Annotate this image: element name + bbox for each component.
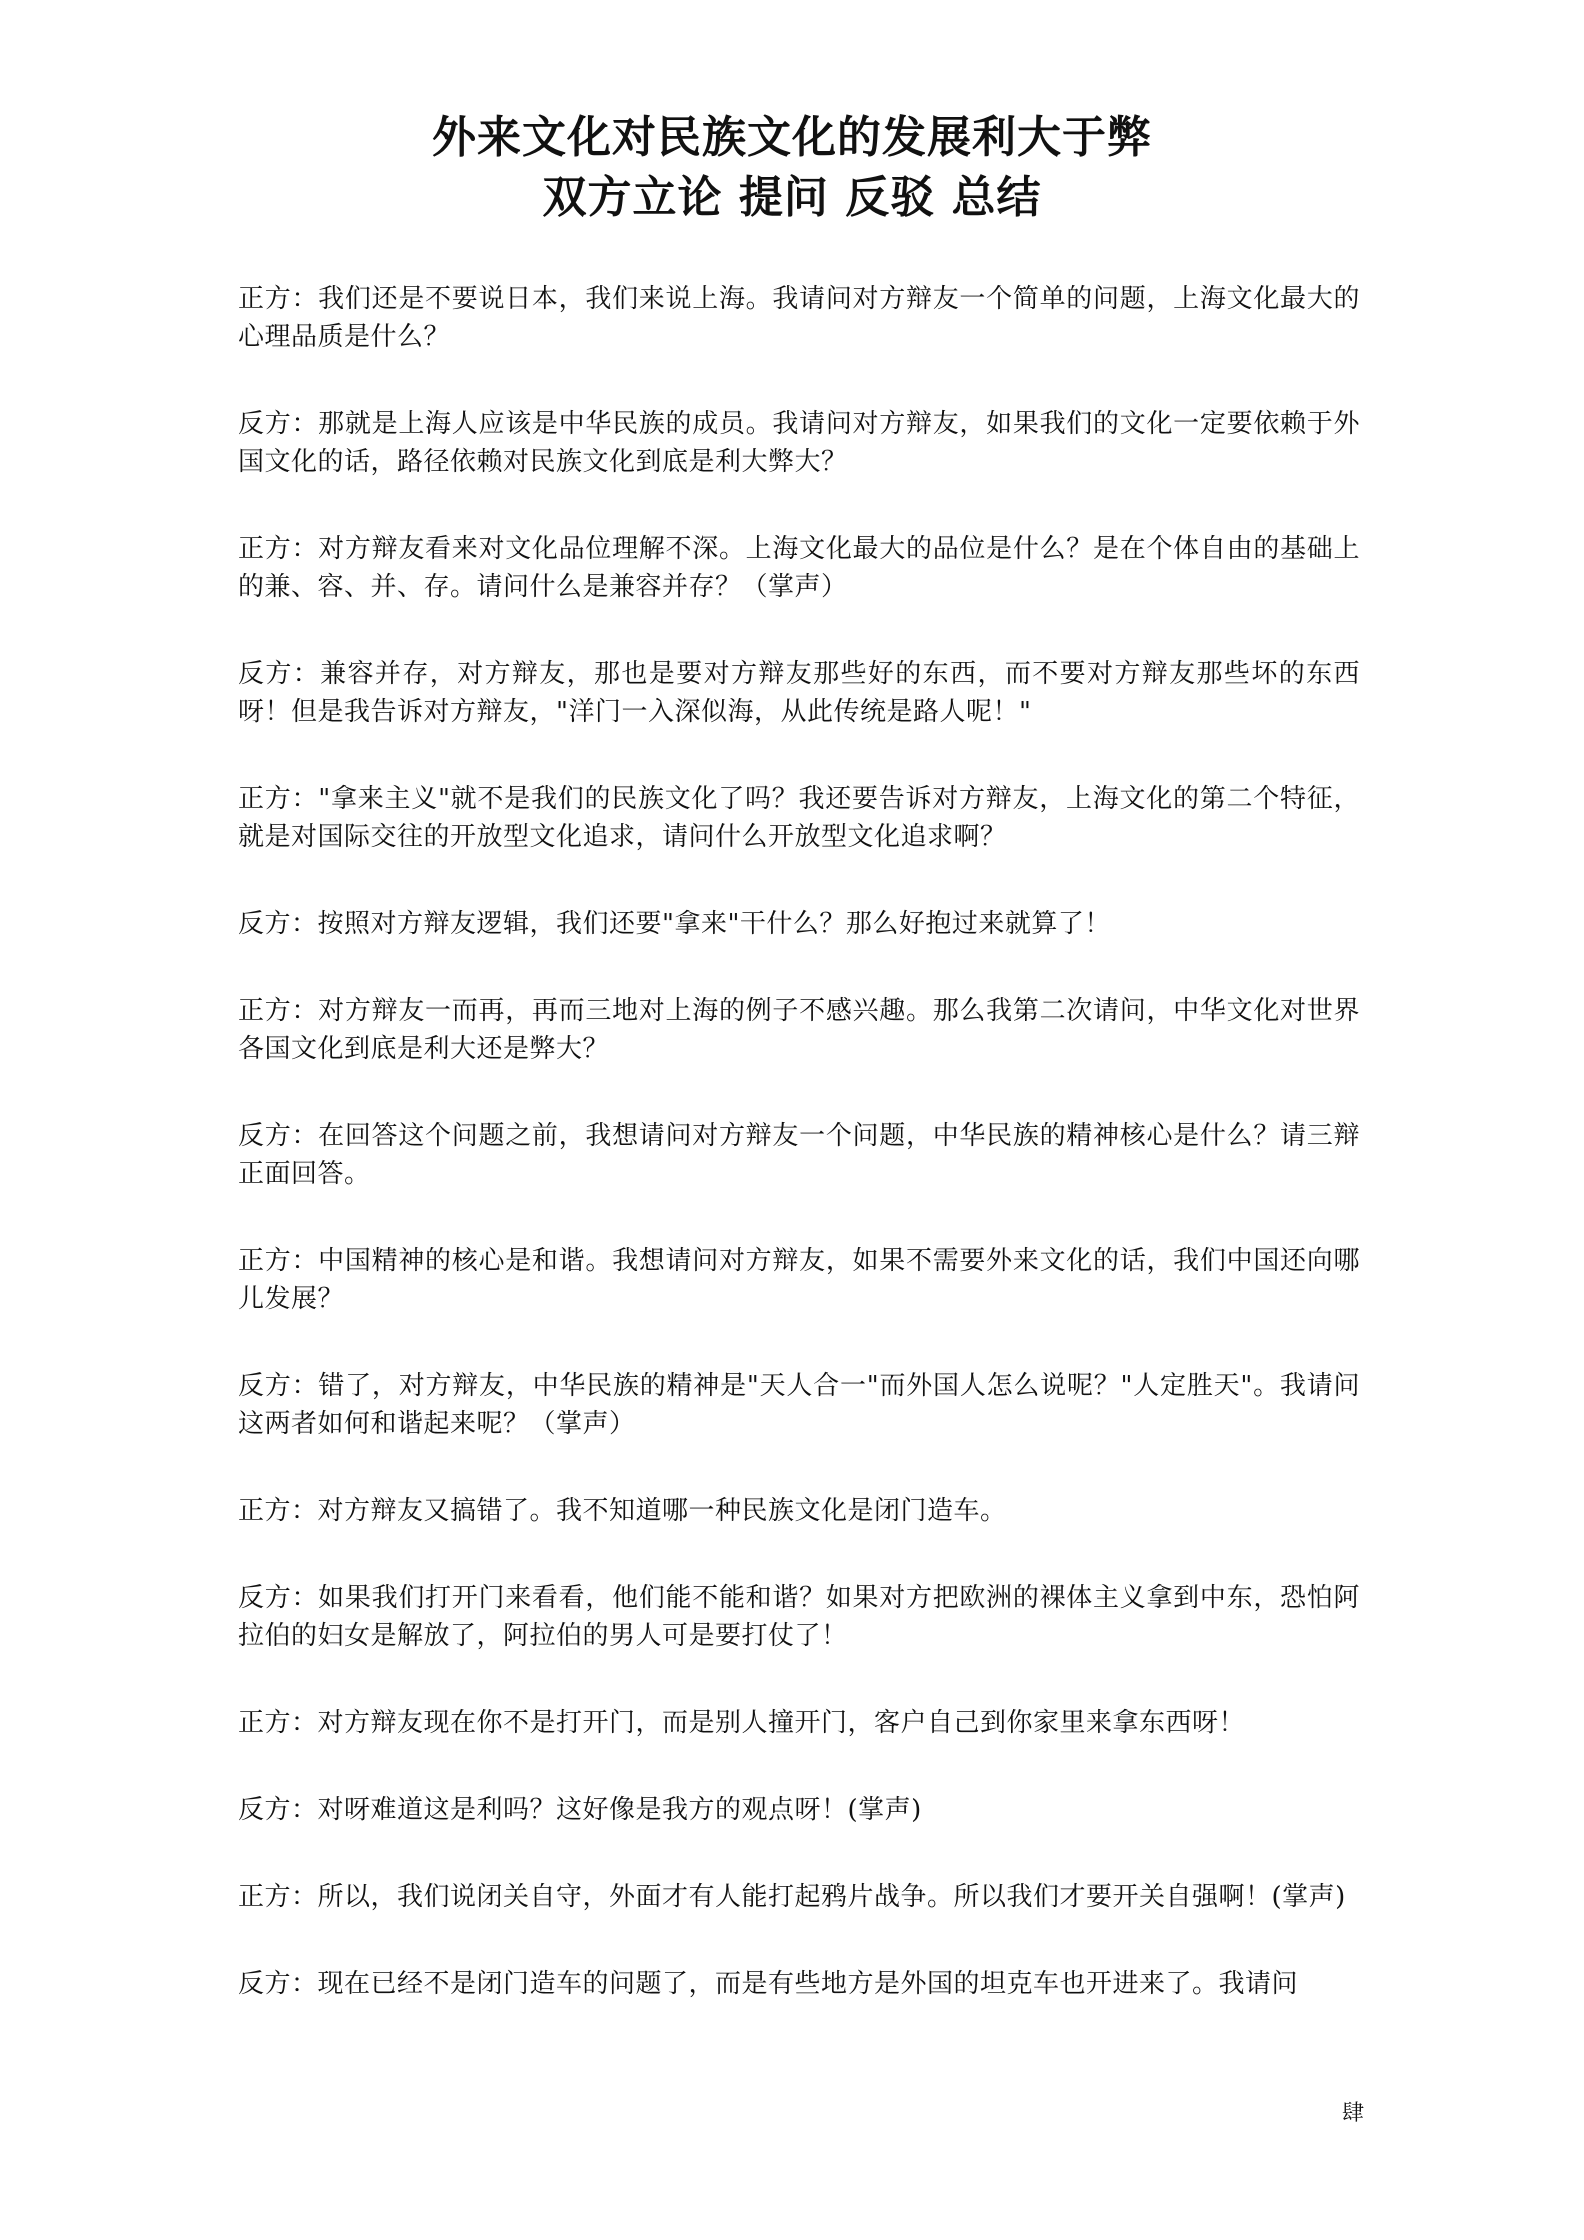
dialogue-paragraph: 反方：错了，对方辩友，中华民族的精神是"天人合一"而外国人怎么说呢？"人定胜天"。我请问这两者如何和谐起来呢？（掌声）: [238, 1371, 1360, 1439]
dialogue-paragraph: 正方：对方辩友一而再，再而三地对上海的例子不感兴趣。那么我第二次请问，中华文化对世界各国文化到底是利大还是弊大？: [238, 996, 1360, 1064]
document-title: 外来文化对民族文化的发展利大于弊: [432, 112, 1152, 163]
dialogue-paragraph: 反方：按照对方辩友逻辑，我们还要"拿来"干什么？那么好抱过来就算了！: [238, 909, 1111, 939]
dialogue-paragraph: 反方：那就是上海人应该是中华民族的成员。我请问对方辩友，如果我们的文化一定要依赖于外国文化的话，路径依赖对民族文化到底是利大弊大？: [238, 409, 1360, 477]
dialogue-paragraph: 正方：中国精神的核心是和谐。我想请问对方辩友，如果不需要外来文化的话，我们中国还向哪儿发展？: [238, 1246, 1360, 1314]
dialogue-paragraph: 正方：所以，我们说闭关自守，外面才有人能打起鸦片战争。所以我们才要开关自强啊！(掌声): [238, 1882, 1346, 1912]
page-number: 肆: [1342, 2101, 1365, 2126]
dialogue-paragraph: 正方：对方辩友看来对文化品位理解不深。上海文化最大的品位是什么？是在个体自由的基础上的兼、容、并、存。请问什么是兼容并存？（掌声）: [238, 534, 1360, 602]
dialogue-paragraph: 反方：兼容并存，对方辩友，那也是要对方辩友那些好的东西，而不要对方辩友那些坏的东西呀！但是我告诉对方辩友，"洋门一入深似海，从此传统是路人呢！": [238, 659, 1360, 727]
dialogue-paragraph: 正方："拿来主义"就不是我们的民族文化了吗？我还要告诉对方辩友，上海文化的第二个特征，就是对国际交往的开放型文化追求，请问什么开放型文化追求啊？: [238, 784, 1360, 852]
dialogue-paragraph: 反方：如果我们打开门来看看，他们能不能和谐？如果对方把欧洲的裸体主义拿到中东，恐怕阿拉伯的妇女是解放了，阿拉伯的男人可是要打仗了！: [238, 1583, 1360, 1651]
dialogue-paragraph: 正方：对方辩友又搞错了。我不知道哪一种民族文化是闭门造车。: [238, 1496, 1007, 1526]
debate-dialogue: [238, 280, 1360, 2052]
title-block: [0, 108, 1584, 228]
dialogue-paragraph: 正方：我们还是不要说日本，我们来说上海。我请问对方辩友一个简单的问题，上海文化最大的心理品质是什么？: [238, 284, 1360, 352]
dialogue-paragraph: 反方：对呀难道这是利吗？这好像是我方的观点呀！(掌声): [238, 1795, 922, 1825]
dialogue-paragraph: 正方：对方辩友现在你不是打开门，而是别人撞开门，客户自己到你家里来拿东西呀！: [238, 1708, 1246, 1738]
dialogue-paragraph: 反方：在回答这个问题之前，我想请问对方辩友一个问题，中华民族的精神核心是什么？请三辩正面回答。: [238, 1121, 1360, 1189]
document-subtitle: 双方立论 提问 反驳 总结: [542, 172, 1042, 223]
dialogue-paragraph: 反方：现在已经不是闭门造车的问题了，而是有些地方是外国的坦克车也开进来了。我请问: [238, 1969, 1299, 1999]
